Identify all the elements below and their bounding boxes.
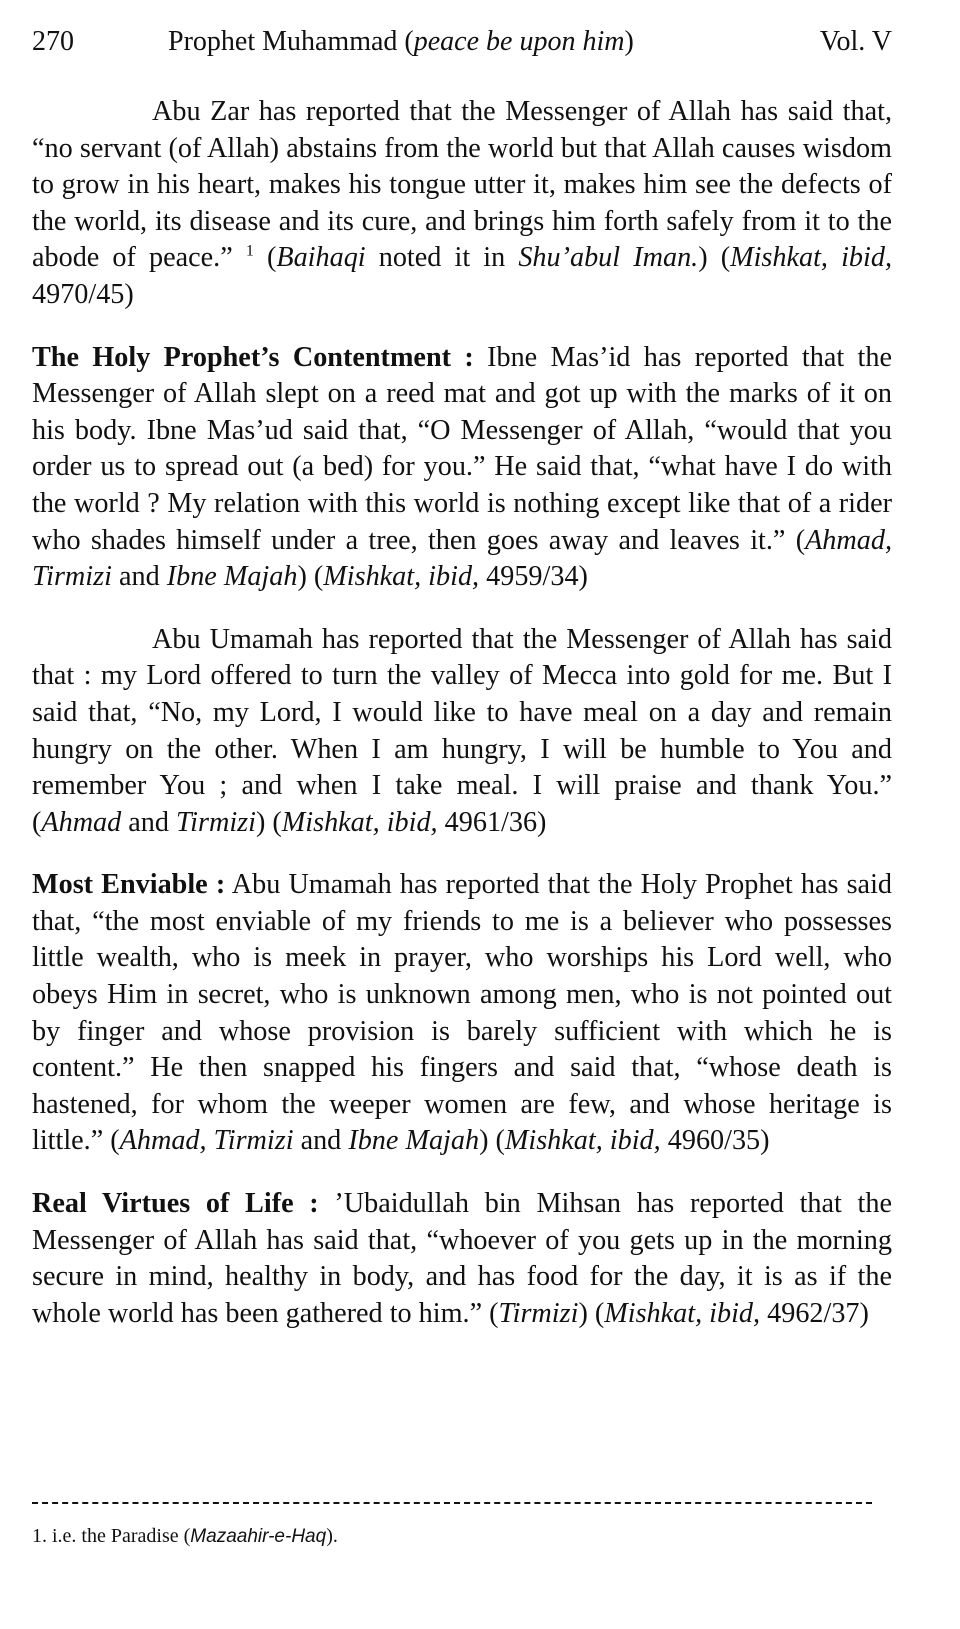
reference-label: Mishkat, ibid, xyxy=(323,561,480,593)
footnote-marker: 1. xyxy=(32,1525,47,1547)
source-name: Tirmizi xyxy=(176,806,256,838)
page-number: 270 xyxy=(32,26,74,57)
reference-number: 4970/45) xyxy=(32,278,134,310)
section-heading: The Holy Prophet’s Contentment : xyxy=(32,341,474,373)
footnote-divider xyxy=(32,1502,872,1504)
page-body xyxy=(32,94,892,1358)
source-names: Ahmad, Tirmizi xyxy=(32,524,892,593)
paragraph-real-virtues: Real Virtues of Life : ’Ubaidullah bin Mihsan has reported that the Messenger of Allah has said that, “whoever of you gets up in the morning secure in mind, healthy in body, and has food for the day, it is as if the whole world has been gathered to him.” (Tirmizi) (Mishkat, ibid, 4962/37) xyxy=(32,1188,892,1329)
reference-number: 4959/34) xyxy=(479,561,588,593)
footnote: 1. i.e. the Paradise (Mazaahir-e-Haq). xyxy=(32,1525,338,1547)
reference-label: Mishkat, ibid, xyxy=(504,1125,661,1157)
paragraph-text: Abu Umamah has reported that the Messenger of Allah has said that : my Lord offered to turn the valley of Mecca into gold for me. But I said that, “No, my Lord, I would like to have meal on a day and remain hungry on the other. When I am hungry, I will be humble to You and remember You ; and when I take meal. I will praise and thank You.” xyxy=(32,623,892,802)
section-heading: Real Virtues of Life : xyxy=(32,1188,319,1220)
source-connector: and xyxy=(121,806,177,838)
running-title: Prophet Muhammad (peace be upon him) xyxy=(168,26,634,57)
source-name: Ibne Majah xyxy=(166,561,298,593)
volume-label: Vol. V xyxy=(819,26,892,57)
source-book: Shu’abul Iman. xyxy=(518,242,699,274)
paragraph-text: Ibne Mas’id has reported that the Messenger of Allah slept on a reed mat and got up with the marks of it on his body. Ibne Mas’ud said that, “O Messenger of Allah, “would that you order us to spread out (a bed) for you.” He said that, “what have I do with the world ? My relation with this world is nothing except like that of a rider who shades himself under a tree, then goes away and leaves it.” xyxy=(32,341,892,556)
paragraph-text: Abu Umamah has reported that the Holy Prophet has said that, “the most enviable of my friends to me is a believer who possesses little wealth, who is meek in prayer, who worships his Lord well, who obeys Him in secret, who is unknown among men, who is not pointed out by finger and whose provision is barely sufficient with which he is content.” He then snapped his fingers and said that, “whose death is hastened, for whom the weeper women are few, and whose heritage is little.” xyxy=(32,869,892,1157)
footnote-source: Mazaahir-e-Haq xyxy=(190,1526,327,1547)
source-name: Ahmad xyxy=(41,806,122,838)
reference-number: 4961/36) xyxy=(437,806,547,838)
paragraph-abu-zar: Abu Zar has reported that the Messenger of Allah has said that, “no servant (of Allah) abstains from the world but that Allah causes wisdom to grow in his heart, makes his tongue utter it, makes him see the defects of the world, its disease and its cure, and brings him forth safely from it to the abode of peace.” $^1$ (Baihaqi noted it in Shu’abul Iman.) (Mishkat, ibid, 4970/45) xyxy=(32,96,893,310)
source-connector: and xyxy=(111,561,167,593)
source-names: Ahmad, Tirmizi xyxy=(119,1125,294,1157)
reference-label: Mishkat, ibid, xyxy=(730,242,893,274)
footnote-text: i.e. the Paradise xyxy=(47,1525,184,1547)
reference-number: 4962/37) xyxy=(760,1297,869,1329)
source-connector: noted it in xyxy=(365,242,519,274)
paragraph-text: ’Ubaidullah bin Mihsan has reported that the Messenger of Allah has said that, “whoever of you gets up in the morning secure in mind, healthy in body, and has food for the day, it is as if the whole world has been gathered to him.” xyxy=(32,1188,892,1329)
running-title-honorific: peace be upon him xyxy=(413,26,625,57)
source-connector: and xyxy=(293,1125,349,1157)
source-name: Baihaqi xyxy=(276,242,366,274)
paragraph-contentment: The Holy Prophet’s Contentment : Ibne Mas’id has reported that the Messenger of Allah slept on a reed mat and got up with the marks of it on his body. Ibne Mas’ud said that, “O Messenger of Allah, “would that you order us to spread out (a bed) for you.” He said that, “what have I do with the world ? My relation with this world is nothing except like that of a rider who shades himself under a tree, then goes away and leaves it.” (Ahmad, Tirmizi and Ibne Majah) (Mishkat, ibid, 4959/34) xyxy=(32,341,892,593)
paragraph-abu-umamah: Abu Umamah has reported that the Messenger of Allah has said that : my Lord offered to turn the valley of Mecca into gold for me. But I said that, “No, my Lord, I would like to have meal on a day and remain hungry on the other. When I am hungry, I will be humble to You and remember You ; and when I take meal. I will praise and thank You.” (Ahmad and Tirmizi) (Mishkat, ibid, 4961/36) xyxy=(32,623,892,838)
running-title-main: Prophet Muhammad xyxy=(168,26,398,57)
reference-label: Mishkat, ibid, xyxy=(281,806,438,838)
reference-number: 4960/35) xyxy=(660,1125,770,1157)
paragraph-most-enviable: Most Enviable : Abu Umamah has reported that the Holy Prophet has said that, “the most enviable of my friends to me is a believer who possesses little wealth, who is meek in prayer, who worships his Lord well, who obeys Him in secret, who is unknown among men, who is not pointed out by finger and whose provision is barely sufficient with which he is content.” He then snapped his fingers and said that, “whose death is hastened, for whom the weeper women are few, and whose heritage is little.” (Ahmad, Tirmizi and Ibne Majah) (Mishkat, ibid, 4960/35) xyxy=(32,869,892,1157)
source-name: Tirmizi xyxy=(498,1297,579,1329)
paragraph-text: Abu Zar has reported that the Messenger of Allah has said that, “no servant (of Allah) abstains from the world but that Allah causes wisdom to grow in his heart, makes his tongue utter it, makes him see the defects of the world, its disease and its cure, and brings him forth safely from it to the abode of peace.” xyxy=(32,96,892,274)
source-name: Ibne Majah xyxy=(348,1125,480,1157)
footnote-ref: 1 xyxy=(245,242,254,260)
section-heading: Most Enviable : xyxy=(32,869,226,901)
reference-label: Mishkat, ibid, xyxy=(604,1297,761,1329)
